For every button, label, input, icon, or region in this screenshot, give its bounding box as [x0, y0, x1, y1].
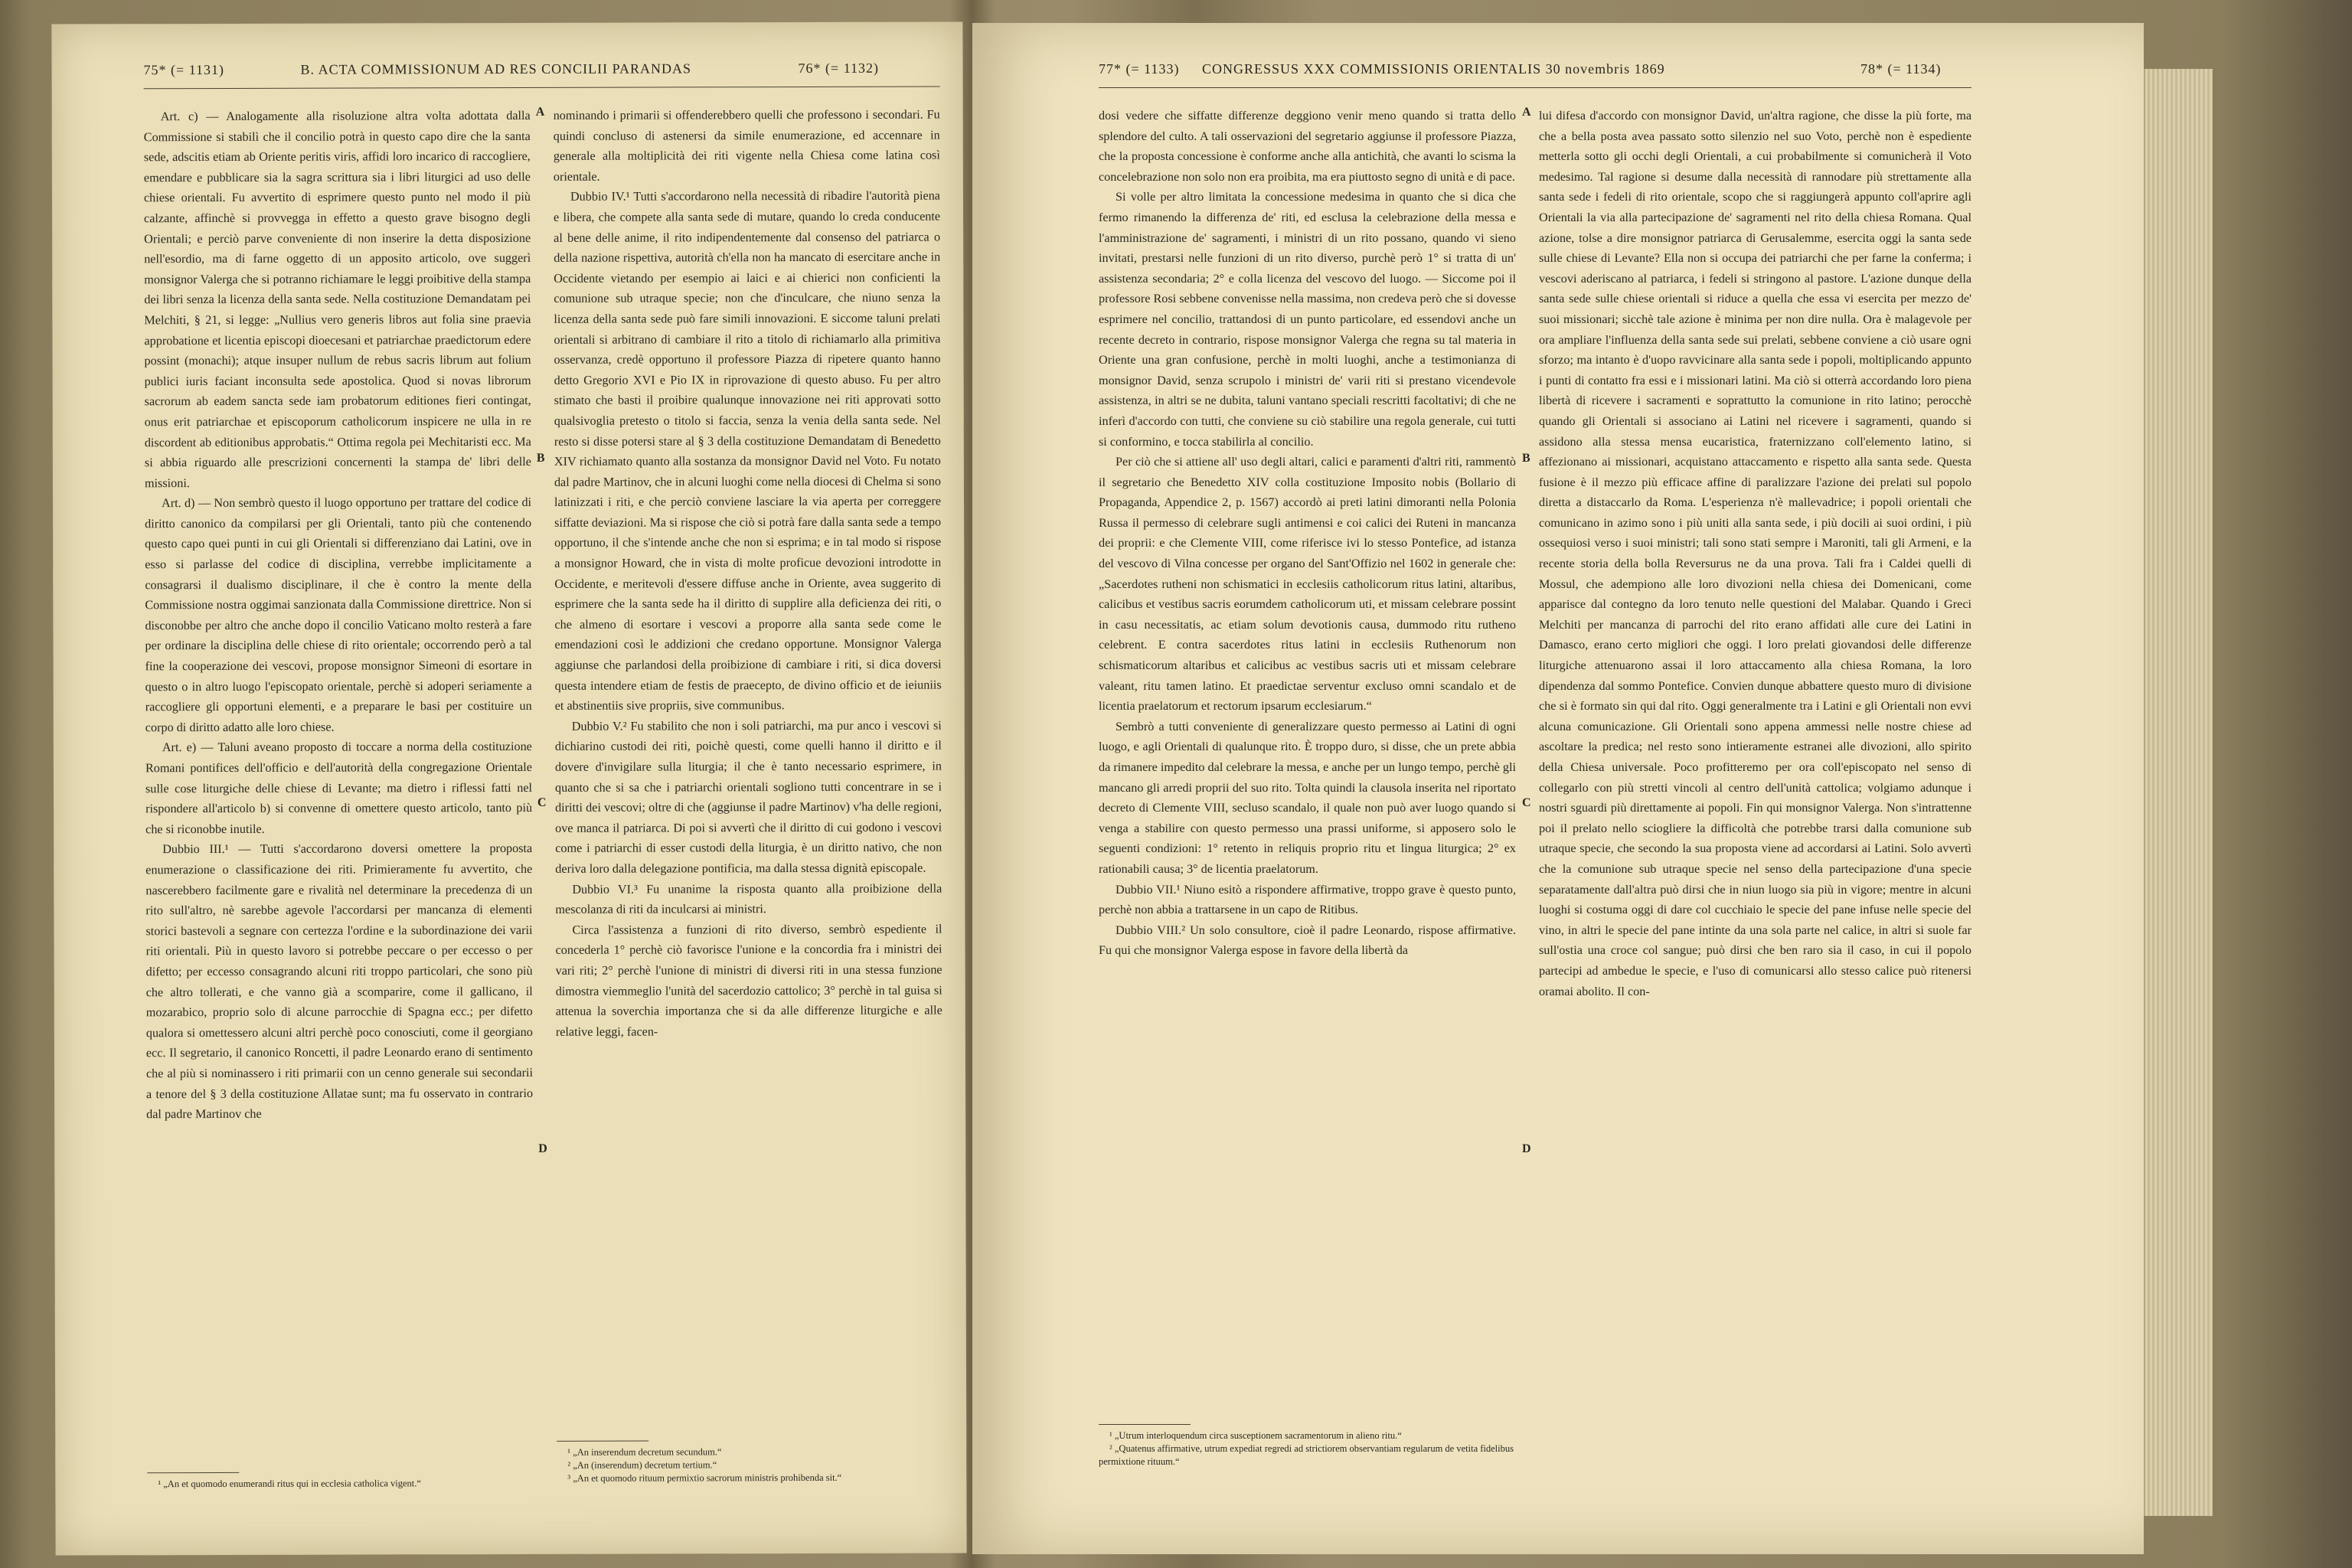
paragraph: Dubbio III.¹ — Tutti s'accordarono doversi ometterе la proposta enumerazione o classificazione dei riti. Primieramente fu avvertito, che nascerebbero facilmente gare e rivalità nel determinare la precedenza di un rito sull'altro, nè sarebbe agevole l'accordarsi per mancanza di elementi storici bastevoli a segnare con certezza l'ordine e la subordinazione dei varii riti orientali. Più in questo lavoro si potrebbe peccare o per eccesso o per difetto; per eccesso consagrando alcuni riti troppo particolari, che sono più che altro tollerati, e che vanno già a scomparire, come il gallicano, il mozarabico, proprio solo di alcune parrocchie di Spagna ecc.; per difetto qualora si omettessero alcuni altri perchè poco conosciuti, come il georgiano ecc. Il segretario, il canonico Roncetti, il padre Leonardo erano di sentimento che al più si nominassero i riti primarii con un cenno generale sui secondarii a tenore del § 3 della costituzione Allatae sunt; ma fu osservato in contrario dal padre Martinov che — [145, 841, 534, 1122]
paragraph: Dubbio VI.³ Fu unanime la risposta quanto alla proibizione della mescolanza di riti da inculcarsi ai ministri. — [555, 881, 942, 916]
header-rule — [1099, 87, 1971, 88]
right-page-number-b: 78* (= 1134) — [1860, 61, 1942, 77]
footnote: ¹ „An et quomodo enumerandi ritus qui in ecclesia catholica vigent.“ — [158, 1478, 421, 1490]
paragraph: Dubbio V.² Fu stabilito che non i soli patriarchi, ma pur anco i vescovi si dichiarino custodi dei riti, poichè questi, come quelli hanno il diritto e il dovere d'invigilare sulla liturgia; il che è tanto necessario esprimere, in quanto che si sa che i patriarchi orientali sogliono tutti concentrare in se i diritti dei vescovi; oltre di che (aggiunse il padre Martinov) v'ha delle regioni, ove manca il patriarca. Di poi si avvertì che il diritto di cui godono i vescovi come i patriarchi di esser custodi della liturgia, è un diritto nativo, che non deriva loro dalla delegazione pontificia, ma dalla stessa dignità episcopale. — [554, 718, 942, 876]
left-col2-footnotes — [557, 1440, 943, 1485]
right-page-number-a: 77* (= 1133) — [1099, 61, 1180, 77]
right-page-column-1 — [1099, 106, 1516, 1468]
footnote-rule — [147, 1472, 239, 1473]
footnote: ¹ „Utrum interloquendum circa susceptionem sacramentorum in alieno ritu.“ — [1109, 1430, 1402, 1441]
page-edges — [2144, 69, 2213, 1516]
paragraph: Art. c) — Analogamente alla risoluzione altra volta adottata dalla Commissione si stabilì che il concilio potrà in questo capo dire che la santa sede, adscitis etiam ab Oriente peritis viris, affidi loro incarico di raccogliere, emendare e pubblicare sia la sagra scrittura sia i libri liturgici ad uso delle chiese orientali. Fu avvertito di esprimere questo punto nel modo il più calzante, affinchè si provvegga in effetto a questo grave bisogno degli Orientali; e perciò parve conveniente di non inserire la detta disposizione nell'esordio, ma di farne oggetto di un apposito articolo, ove suggerì monsignor Valerga che si potranno richiamare le leggi proibitive della stampa dei libri senza la licenza della santa sede. Nella costituzione Demandatam pei Melchiti, § 21, si legge: „Nullius vero generis libros aut folia sine praevia approbatione et licentia episcopi dioecesani et patriarchae praedictorum edere possint (monachi); atque insuper nullum de rebus sacris librum aut folium publici iuris faciant inconsulta sede apostolica. Quod si novas librorum sacrorum ab eadem sancta sede iam probatorum editiones fieri contingat, onus erit patriarchae et episcoporum catholicorum inspicere ne ulla in re discordent ab editionibus approbatis.“ Ottima regola pei Mechitaristi ecc. Ma si abbia riguardo alle prescrizioni concernenti la stampa de' libri delle missioni. — [143, 108, 531, 490]
left-page-number-b: 76* (= 1132) — [798, 60, 880, 77]
margin-marker-b: B — [536, 451, 545, 465]
footnote: ³ „An et quomodo rituum permixtio sacrorum ministris prohibenda sit.“ — [567, 1472, 842, 1484]
margin-marker-c: C — [537, 795, 547, 809]
left-page-number-a: 75* (= 1131) — [143, 61, 225, 78]
margin-marker-d: D — [538, 1142, 547, 1155]
right-page-header — [972, 61, 2144, 87]
right-page-column-2 — [1539, 106, 1971, 1530]
margin-marker-d: D — [1522, 1142, 1531, 1155]
margin-marker-a: A — [535, 105, 545, 119]
right-page — [972, 23, 2144, 1554]
footnote: ¹ „An inserendum decretum secundum.“ — [567, 1446, 722, 1458]
margin-marker-a: A — [1522, 106, 1531, 119]
paragraph: Art. d) — Non sembrò questo il luogo opportuno per trattare del codice di diritto canonico da compilarsi per gli Orientali, tanto più che contenendo questo capo quei punti in cui gli Orientali si differenziano dai Latini, ove in esso si parlasse del codice di disciplina, verrebbe implicitamente a consagrarsi il dualismo disciplinare, il che è contro la mente della Commissione nostra oggimai sanzionata dalla Commissione direttrice. Non si disconobbe per altro che anche dopo il concilio Vaticano molto resterà a fare per ordinare la disciplina delle chiese di rito orientale; occorrendo però a tal fine la cooperazione dei vescovi, propose monsignor Simeoni di esortare in questo o in altro luogo l'episcopato orientale, perchè si adoperi seriamente a raccogliere gli opportuni elementi, e a preparare le basi per costituire un corpo di diritto adatto alle loro chiese. — [145, 495, 532, 735]
right-col1-footnotes — [1099, 1424, 1516, 1468]
paragraph: Dubbio VII.¹ Niuno esitò a rispondere affirmative, troppo grave è questo punto, perchè non abbia a trattarsene in un capo de Ritibus. — [1099, 882, 1516, 917]
paragraph: Dubbio VIII.² Un solo consultore, cioè il padre Leonardo, rispose affirmative. Fu qui che monsignor Valerga espose in favore della libertà da — [1099, 923, 1516, 958]
left-page — [51, 21, 966, 1555]
paragraph: nominando i primarii si offenderebbero quelli che professono i secondari. Fu quindi concluso di astenersi da simile enumerazione, ed accennare in generale alla moltiplicità dei riti vigente nella Chiesa come latina così orientale. — [553, 107, 940, 184]
footnote: ² „Quatenus affirmative, utrum expediat regredi ad strictiorem observantiam regularum de vetita fidelibus permixtione rituum.“ — [1099, 1443, 1514, 1467]
footnote: ² „An (inserendum) decretum tertium.“ — [567, 1459, 717, 1471]
margin-marker-b: B — [1522, 452, 1530, 465]
paragraph: lui difesa d'accordo con monsignor David, un'altra ragione, che disse la più forte, ma che a bella posta avea passato sotto silenzio nel suo Voto, perchè non è espediente metterla sotto gli occhi degli Orientali, a cui probabilmente si comunicherà il Voto medesimo. Tal ragione si desume dalla necessità di rannodare più strettamente alla santa sede i fedeli di rito orientale, scopo che si raggiungerà appunto coll'aprire agli Orientali la via alla partecipazione de' sagramenti nel rito della chiesa Romana. Qual azione, tolse a dire monsignor patriarca di Gerusalemme, esercita oggi la santa sede sulle chiese di Levante? Ella non si occupa dei patriarchi che per farne la conferma; i vescovi aderiscano al patriarca, i fedeli si stringono al pastore. L'azione dunque della santa sede sulle chiese orientali si riduce a quella che essa vi esercita per mezzo de' suoi missionari; sicchè tale azione è minima per non dire nulla. Ora è malagevole per ora ampliare l'influenza della santa sede sui prelati, sebbene conviene a ciò usare ogni sforzo; ma intanto è d'uopo ravvicinare alla santa sede i popoli, moltiplicando appunto i punti di contatto fra essi e i missionari latini. Ma ciò si otterrà accordando loro piena libertà di ricevere i sacramenti e soprattutto la comunione in rito latino; perocchè quando gli Orientali si associano ai Latini nel ricevere i sagramenti, quando si assidono alla stessa mensa eucaristica, fraternizzano coll'elemento latino, si affezionano ai missionari, acquistano attaccamento e rispetto alla santa sede. Questa fusione è il mezzo più efficace affine di paralizzare l'azione dei prelati sul popolo diretta a distaccarlo da Roma. L'esperienza n'è mallevadrice; i popoli orientali che comunicano in azimo sono i più uniti alla santa sede, i più docili ai suoi ordini, i più ossequiosi verso i suoi ministri; tali sono stati sempre i Maroniti, tali gli Armeni, e la recente storia della bolla Reversurus ne da una prova. Tali fra i Caldei quelli di Mossul, che adempiono alle loro divozioni nella chiesa dei Domenicani, come apparisce dal contegno da loro tenuto nelle questioni del Malabar. Quando i Greci Melchiti per mancanza di parrochi del rito erano affidati alle cure dei Latini in Damasco, erano certo migliori che oggi. I loro prelati giovandosi delle differenze liturgiche attenuarono assai il loro attaccamento alla chiesa Romana, la loro dipendenza dal sommo Pontefice. Convien dunque abbattere questo muro di divisione che si è formato sin qui dal rito. Oggi generalmente tra i Latini e gli Orientali non evvi alcuna comunicazione. Gli Orientali sono appena ammessi nelle nostre chiese ad ascoltare la predica; nel resto sono intieramente estranei alle divozioni, allo spirito della Chiesa universale. Poco profitteremo per ora coll'episcopato nel senso di collegarlo con più stretti vincoli al centro dell'unità cattolica; volgiamo adunque i nostri sguardi più direttamente ai popoli. Fin qui monsignor Valerga. Non s'intrattenne poi il prelato nello sciogliere la difficoltà che potrebbe trarsi dalla comunione sub utraque specie, che secondo la sua proposta viene ad accordarsi ai Latini. Solo avvertì che la comunione sub utraque specie nel senso della partecipazione d'una specie separatamente dall'altra può dirsi che in niun luogo sia più in vigore; mentre in alcuni luoghi si costuma oggi di dare col cucchiaio le specie del pane infuse nelle specie del vino, in altri le specie del pane intinte da una sola parte nel calice, in altri si suole far sull'ostia una croce col sangue; può dirsi che ben raro sia il caso, in cui il popolo partecipi ad ambedue le specie, e l'uso di comunicarsi allo stesso calice può ritenersi oramai abolito. Il con- — [1539, 109, 1971, 998]
paragraph: Circa l'assistenza a funzioni di rito diverso, sembrò espediente il concederla 1° perchè ciò favorisce l'unione e la concordia fra i ministri dei vari riti; 2° perchè l'unione di ministri di diversi riti in una stessa funzione dimostra viemmeglio l'unità del sacerdozio cattolico; 3° perchè in tal guisa si attenua la soverchia importanza che si da alle differenze liturgiche e alle relative leggi, facen- — [555, 922, 942, 1039]
margin-marker-c: C — [1522, 796, 1531, 809]
left-col1-footnotes — [147, 1472, 534, 1491]
paragraph: Art. e) — Taluni aveano proposto di toccare a norma della costituzione Romani pontifices dell'officio e dell'autorità della congregazione Orientale sulle cose liturgiche delle chiese di Levante; ma dietro i riflessi fatti nel rispondere all'articolo b) si convenne di omettere questo articolo, tanto più che si riconobbe inutile. — [145, 740, 533, 837]
left-running-title: B. ACTA COMMISSIONUM AD RES CONCILII PARANDAS — [300, 60, 692, 77]
left-page-header — [52, 60, 963, 88]
paragraph: Sembrò a tutti conveniente di generalizzare questo permesso ai Latini di ogni luogo, e agli Orientali di qualunque rito. È troppo duro, si disse, che un prete abbia da rimanere impedito dal celebrare la messa, e anche per un lungo tempo, perchè gli mancano gli arredi proprii del suo rito. Tolta quindi la clausola inserita nel riportato decreto di Clemente VIII, secluso scandalo, il quale non può aver luogo quando si venga a stabilire con questo permesso una prassi uniforme, si apposero solo le seguenti condizioni: 1° retento in reliquis proprio ritu et lingua liturgica; 2° ex rationabili causa; 3° de licentia praelatorum. — [1099, 719, 1516, 876]
right-running-title: CONGRESSUS XXX COMMISSIONIS ORIENTALIS 30 novembris 1869 — [1202, 61, 1665, 77]
paragraph: Per ciò che si attiene all' uso degli altari, calici e paramenti d'altri riti, rammentò il segretario che Benedetto XIV colla costituzione Imposito nobis (Bollario di Propaganda, Appendice 2, p. 1567) accordò ai preti latini dimoranti nella Polonia Russa il permesso di celebrare sugli antimensi e coi calici dei Ruteni in mancanza dei proprii: e che Clemente VIII, come riferisce ivi lo stesso Pontefice, ad istanza del vescovo di Vilna concesse per organo del Sant'Offizio nel 1602 in generale che: „Sacerdotes rutheni non schismatici in ecclesiis catholicorum ritus latini, altaribus, calicibus et vestibus sacris eorumdem catholicorum uti, et missam celebrare possint in casu necessitatis, ac etiam solum devotionis causa, dummodo ritu rutheno celebrent. E contra sacerdotes ritus latini in ecclesiis Ruthenorum non schismaticorum altaribus et calicibus ac vestibus sacris uti et missam celebrare valeant, ritu tamen latino. Et praedictae serventur excluso omni scandalo et de licentia praelatorum et rectorum ipsarum ecclesiarum.“ — [1099, 455, 1516, 714]
left-page-column-2 — [554, 105, 944, 1468]
footnote-rule — [557, 1441, 648, 1442]
paragraph: Dubbio IV.¹ Tutti s'accordarono nella necessità di ribadire l'autorità piena e libera, che compete alla santa sede di mutare, quando lo creda conducente al bene delle anime, il rito indipendentemente dal consenso del patriarca o della nazione rispettiva, autorità ch'ella non ha mancato di esercitare anche in Occidente vietando per esempio ai laici e ai chierici non conficienti la comunione sub utraque specie; non che d'inculcare, che niuno senza la licenza della santa sede può fare simili innovazioni. E siccome taluni prelati orientali si arbitrano di cambiare il rito a titolo di richiamarlo alla primitiva osservanza, credè opportuno il professore Piazza di ripetere quanto hanno detto Gregorio XVI e Pio IX in riprovazione di questo abuso. Fu per altro stimato che basti il proibire qualunque innovazione nei riti approvati sotto qualsivoglia pretesto o titolo si faccia, senza la venia della santa sede. Nel resto si disse potersi stare al § 3 della costituzione Demandatam di Benedetto XIV richiamato quanto alla sostanza da monsignor David nel Voto. Fu notato dal padre Martinov, che in alcuni luoghi come nella diocesi di Chelma si sono latinizzati i riti, e che perciò conviene lasciare la via aperta per correggere siffatte deviazioni. Ma si rispose che ciò si potrà fare dalla santa sede a tempo opportuno, il che s'intende anche che non si esprima; e in tal modo si rispose a monsignor Howard, che in vista di molte proficue devozioni introdotte in Occidente, e meritevoli d'essere diffuse anche in Oriente, avea suggerito di esprimere che la santa sede ha il diritto di supplire alla deficienza dei riti, o che almeno di esortare i vescovi a proporre alla santa sede come le emendazioni così le addizioni che credano opportune. Monsignor Valerga aggiunse che parlandosi della proibizione di cambiare i riti, si dica doversi questa intendere etiam de festis de praecepto, de divino officio et de ieiuniis et abstinentiis sive propriis, sive communibus. — [554, 188, 942, 714]
footnote-rule — [1099, 1424, 1191, 1425]
paragraph: Si volle per altro limitata la concessione medesima in quanto che si dica che fermo rimanendo la differenza de' riti, ed esclusa la celebrazione della messa e l'amministrazione de' sagramenti, i ministri di un rito possano, quando vi sieno invitati, prestarsi nelle funzioni di un rito diverso, purchè però 1° si tratta di un' assistenza secondaria; 2° e colla licenza del vescovo del luogo. — Siccome poi il professore Rosi sebbene convenisse nella massima, non credeva però che si dovesse esprimere nel concilio, trattandosi di un punto particolare, ed essendovi anche un recente decreto in contrario, rispose monsignor Valerga che regna su tal materia in Oriente una gran confusione, perchè in molti luoghi, anche a testimonianza di monsignor David, senza scrupolo i ministri de' varii riti si prestano vicendevole assistenza, in altri se ne dubita, taluni vantano speciali rescritti facoltativi; di che ne inferì d'accordo con tutti, che conviene su ciò stabilire una regola generale, cui tutti si conformino, e tocca stabilirla al concilio. — [1099, 190, 1516, 449]
paragraph: dosi vedere che siffatte differenze deggiono venir meno quando si tratta dello splendore del culto. A tali osservazioni del segretario aggiunse il professore Piazza, che la proposta concessione è conforme anche alla antichità, che avanti lo scisma la concelebrazione non solo non era proibita, ma era piuttosto segno di unità e di pace. — [1099, 109, 1516, 184]
left-page-column-1 — [144, 106, 534, 1469]
